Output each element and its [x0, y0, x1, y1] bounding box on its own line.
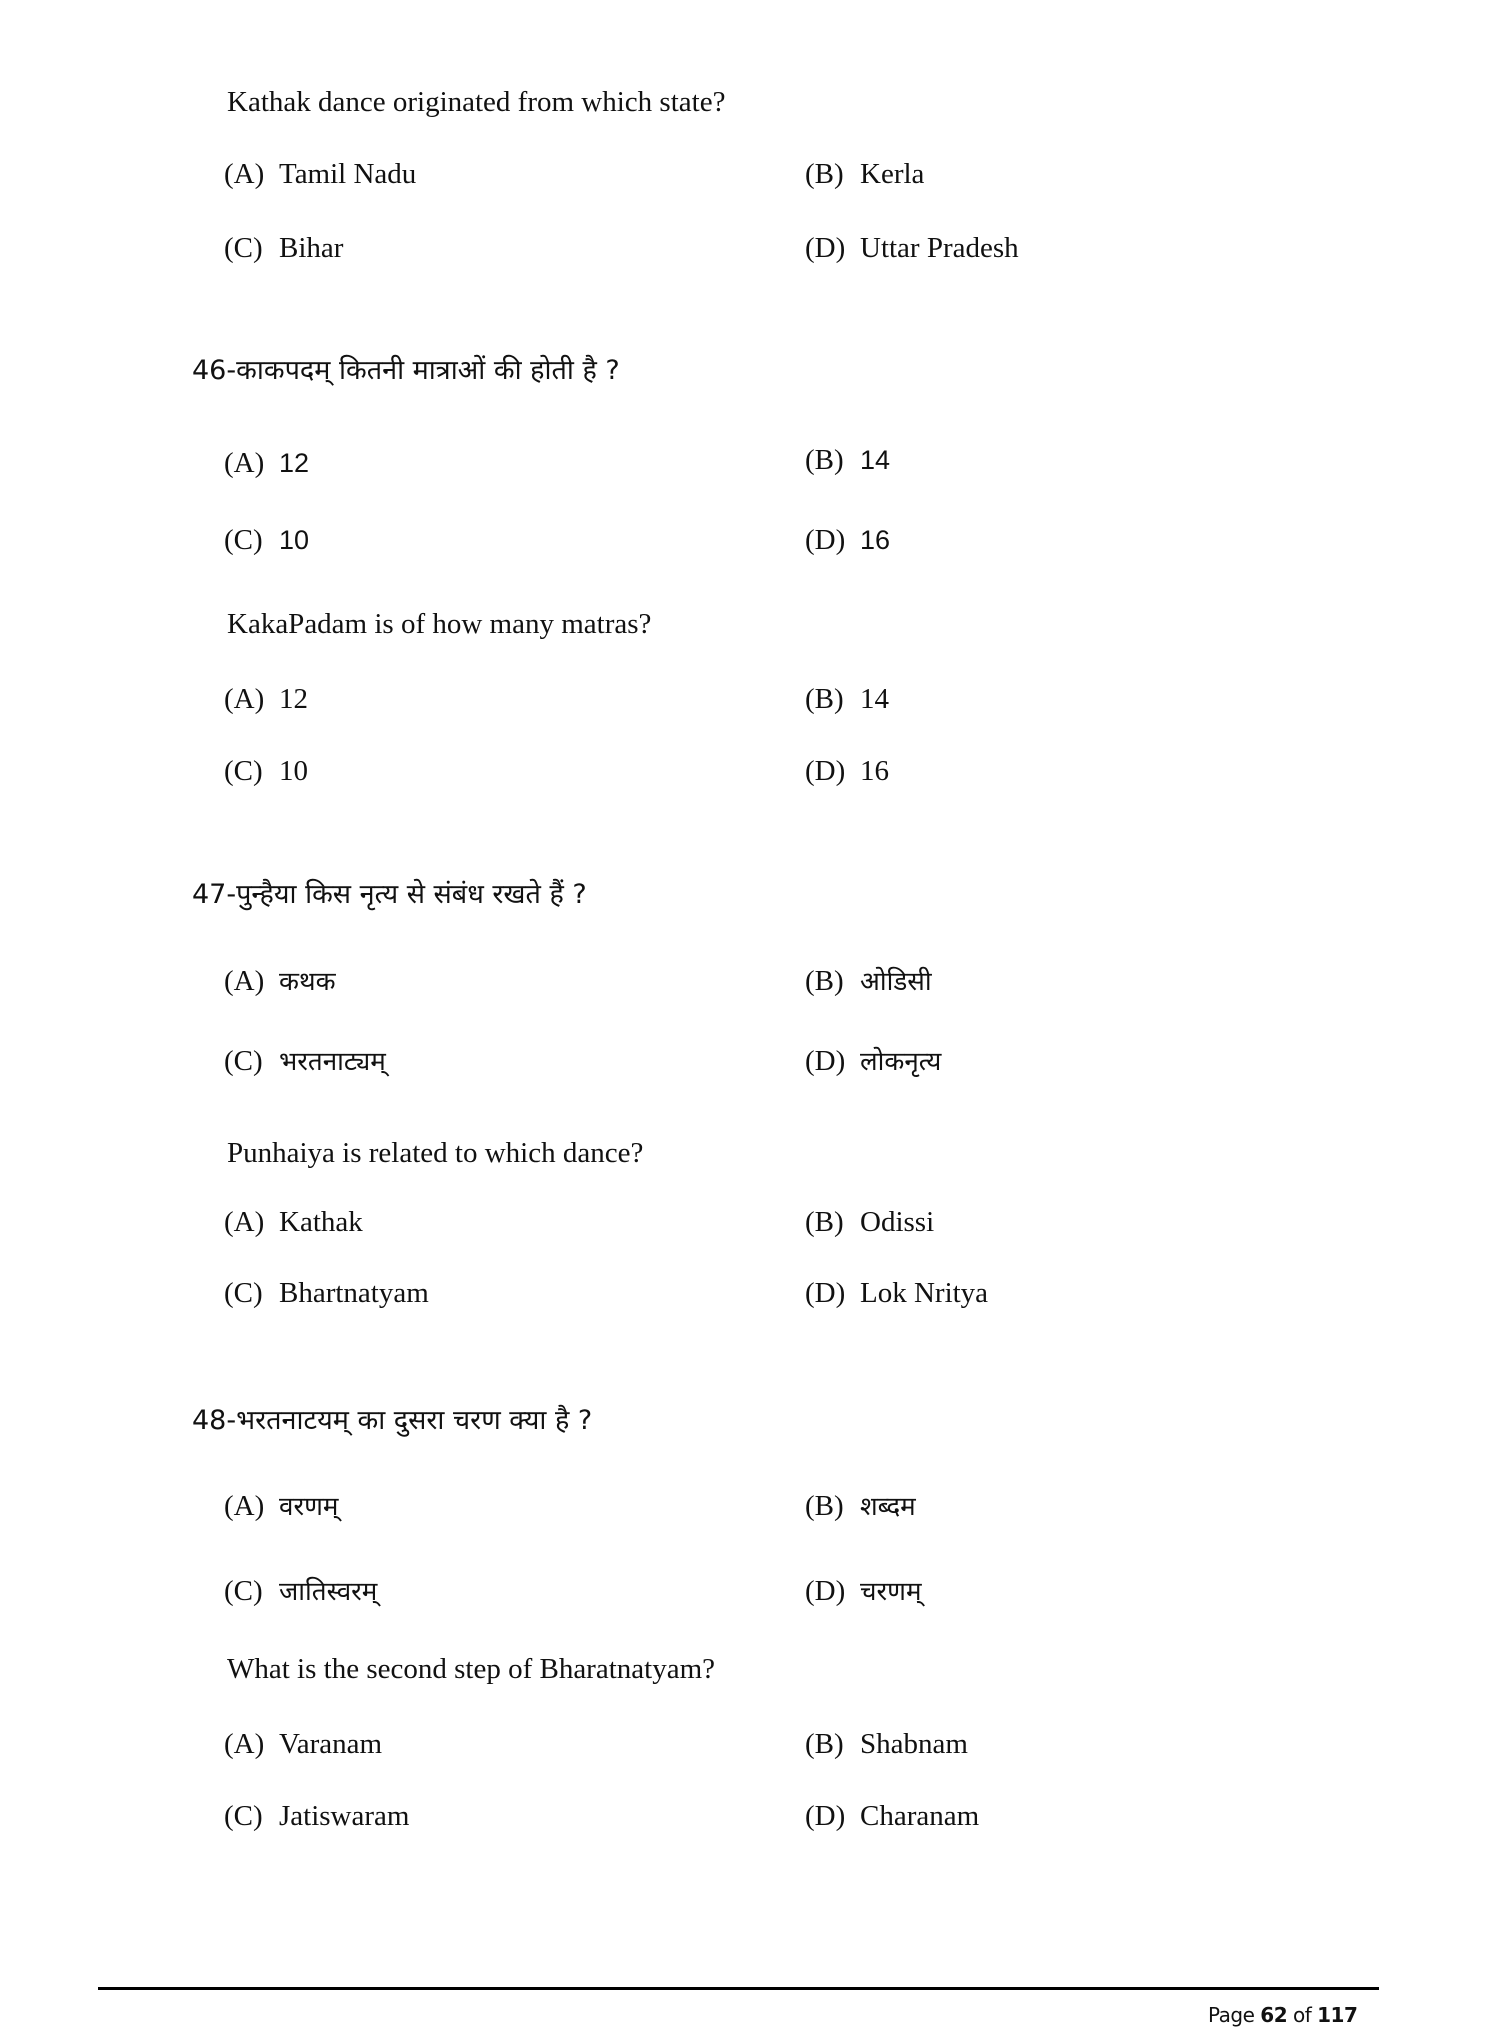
- option-a: [224, 157, 416, 191]
- option-text: Shabnam: [860, 1728, 968, 1760]
- option-text: 16: [860, 755, 889, 787]
- option-b: [805, 964, 932, 998]
- option-b: [805, 682, 889, 716]
- footer-divider: [98, 1987, 1379, 1990]
- option-text: Odissi: [860, 1206, 935, 1238]
- option-c: [224, 1574, 377, 1608]
- option-text: 14: [860, 683, 889, 715]
- option-b: [805, 157, 924, 191]
- question-text-en-q45: Kathak dance originated from which state?: [227, 86, 726, 118]
- option-d: [805, 523, 890, 557]
- option-text: Charanam: [860, 1800, 980, 1832]
- option-label: (A): [224, 158, 265, 190]
- option-b: [805, 1727, 968, 1761]
- option-d: [805, 1044, 941, 1078]
- option-text: Lok Nritya: [860, 1277, 989, 1309]
- option-label: (D): [805, 1277, 846, 1309]
- option-text: 12: [279, 448, 310, 478]
- page-prefix: Page: [1208, 2003, 1255, 2027]
- page-of: of: [1292, 2003, 1312, 2027]
- page-number: [1208, 2002, 1357, 2028]
- option-label: (C): [224, 524, 263, 556]
- option-text: Bihar: [279, 232, 344, 264]
- option-c: [224, 754, 308, 788]
- option-label: (D): [805, 1575, 846, 1607]
- option-a: [224, 964, 336, 998]
- option-label: (D): [805, 1800, 846, 1832]
- option-label: (D): [805, 755, 846, 787]
- option-label: (D): [805, 524, 846, 556]
- option-label: (B): [805, 1728, 844, 1760]
- option-label: (C): [224, 1800, 263, 1832]
- option-label: (C): [224, 1575, 263, 1607]
- option-text: 10: [279, 755, 308, 787]
- option-text: Kerla: [860, 158, 925, 190]
- question-text-hi-q48: 48-भरतनाटयम् का दुसरा चरण क्या है ?: [192, 1405, 593, 1436]
- question-text-en-q48: What is the second step of Bharatnatyam?: [227, 1653, 716, 1685]
- option-a: [224, 682, 308, 716]
- option-text: Varanam: [279, 1728, 383, 1760]
- option-label: (A): [224, 447, 265, 479]
- option-label: (A): [224, 1490, 265, 1522]
- option-text: Kathak: [279, 1206, 363, 1238]
- option-text: जातिस्वरम्: [279, 1577, 378, 1607]
- option-label: (B): [805, 1490, 844, 1522]
- option-text: शब्दम: [860, 1492, 916, 1522]
- option-text: लोकनृत्य: [860, 1047, 942, 1077]
- option-b: [805, 1489, 916, 1523]
- option-label: (D): [805, 232, 846, 264]
- option-text: वरणम्: [279, 1492, 339, 1522]
- question-text-en-q47: Punhaiya is related to which dance?: [227, 1137, 644, 1169]
- option-c: [224, 1276, 429, 1310]
- question-text-hi-q46: 46-काकपदम् कितनी मात्राओं की होती है ?: [192, 355, 620, 386]
- option-a: [224, 1489, 338, 1523]
- option-a: [224, 446, 309, 480]
- option-label: (B): [805, 158, 844, 190]
- option-b: [805, 1205, 934, 1239]
- question-text-en-q46: KakaPadam is of how many matras?: [227, 608, 652, 640]
- option-label: (D): [805, 1045, 846, 1077]
- option-text: Uttar Pradesh: [860, 232, 1019, 264]
- option-text: 14: [860, 445, 891, 475]
- option-label: (C): [224, 755, 263, 787]
- option-text: कथक: [279, 967, 336, 997]
- option-d: [805, 1799, 979, 1833]
- option-c: [224, 1044, 386, 1078]
- option-a: [224, 1205, 363, 1239]
- option-text: भरतनाट्यम्: [279, 1047, 386, 1077]
- option-c: [224, 1799, 409, 1833]
- question-text-hi-q47: 47-पुन्हैया किस नृत्य से संबंध रखते हैं ?: [192, 879, 587, 910]
- option-label: (C): [224, 1277, 263, 1309]
- option-text: Tamil Nadu: [279, 158, 417, 190]
- option-label: (A): [224, 965, 265, 997]
- option-label: (B): [805, 444, 844, 476]
- option-text: ओडिसी: [860, 967, 932, 997]
- option-a: [224, 1727, 382, 1761]
- option-d: [805, 1574, 922, 1608]
- option-label: (A): [224, 1206, 265, 1238]
- option-c: [224, 231, 343, 265]
- option-text: Bhartnatyam: [279, 1277, 429, 1309]
- option-label: (A): [224, 1728, 265, 1760]
- option-label: (C): [224, 232, 263, 264]
- total-pages: 117: [1317, 2003, 1358, 2027]
- option-d: [805, 231, 1019, 265]
- option-text: 16: [860, 525, 891, 555]
- option-label: (B): [805, 683, 844, 715]
- option-text: 12: [279, 683, 308, 715]
- option-d: [805, 1276, 988, 1310]
- option-text: Jatiswaram: [279, 1800, 410, 1832]
- option-label: (B): [805, 965, 844, 997]
- option-c: [224, 523, 309, 557]
- option-d: [805, 754, 889, 788]
- current-page: 62: [1260, 2003, 1288, 2027]
- option-b: [805, 443, 890, 477]
- option-label: (A): [224, 683, 265, 715]
- option-label: (C): [224, 1045, 263, 1077]
- option-text: 10: [279, 525, 310, 555]
- option-label: (B): [805, 1206, 844, 1238]
- option-text: चरणम्: [860, 1577, 922, 1607]
